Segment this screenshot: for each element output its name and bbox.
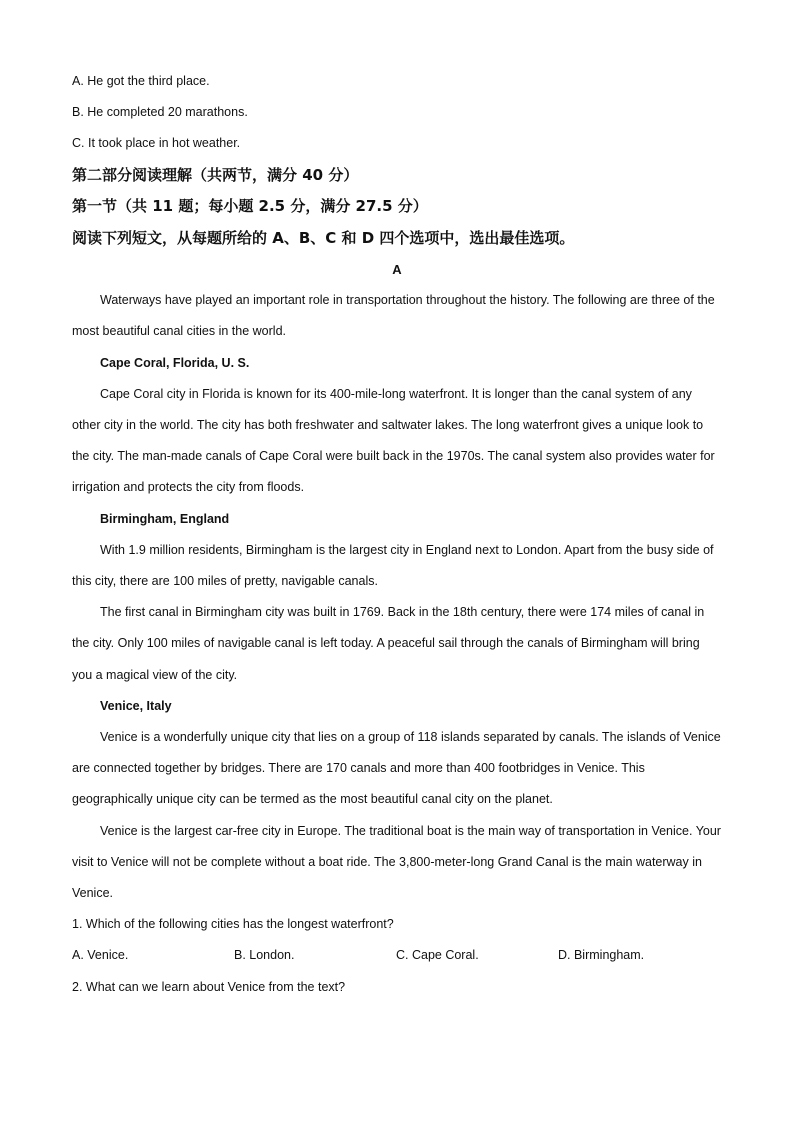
question-1-option-b: B. London. (234, 948, 295, 963)
cape-coral-paragraph: Cape Coral city in Florida is known for its 400-mile-long waterfront. It is longer than the canal system of any other city in the world. The city has both freshwater and saltwater lakes. The long waterfront gives a unique look to the city. The man-made canals of Cape Coral were built back in the 1970s. The canal system also provides water for irrigation and protects the city from floods. (72, 386, 715, 495)
venice-paragraph-1: Venice is a wonderfully unique city that lies on a group of 118 islands separated by canals. The islands of Venice are connected together by bridges. There are 170 canals and more than 400 footbridges in Venice. This geographically unique city can be termed as the most beautiful canal city on the planet. (72, 729, 721, 807)
question-1-option-a: A. Venice. (72, 948, 129, 963)
document-page (72, 66, 722, 1003)
prev-option-c: C. It took place in hot weather. (72, 136, 241, 151)
city-name-birmingham: Birmingham, England (100, 511, 230, 526)
birmingham-paragraph-1: With 1.9 million residents, Birmingham is the largest city in England next to London. Apart from the busy side of this city, there are 100 miles of pretty, navigable canals. (72, 542, 714, 588)
question-2-stem: 2. What can we learn about Venice from the text? (72, 979, 346, 994)
venice-paragraph-2: Venice is the largest car-free city in Europe. The traditional boat is the main way of transportation in Venice. Your visit to Venice will not be complete without a boat ride. The 3,800-meter-long Grand Canal is the main waterway in Venice. (72, 823, 721, 900)
city-name-cape-coral: Cape Coral, Florida, U. S. (100, 355, 250, 370)
prev-option-b: B. He completed 20 marathons. (72, 105, 248, 120)
question-1-option-c: C. Cape Coral. (396, 948, 479, 963)
question-1-options (72, 940, 722, 971)
part-two-heading: 第二部分阅读理解（共两节，满分 40 分） (72, 165, 359, 184)
question-1-stem: 1. Which of the following cities has the longest waterfront? (72, 917, 394, 932)
passage-intro: Waterways have played an important role in transportation throughout the history. The following are three of the most beautiful canal cities in the world. (72, 293, 715, 339)
prev-option-a: A. He got the third place. (72, 74, 210, 88)
instructions-heading: 阅读下列短文，从每题所给的 A、B、C 和 D 四个选项中，选出最佳选项。 (72, 228, 575, 247)
passage-label: A (392, 262, 402, 278)
birmingham-paragraph-2: The first canal in Birmingham city was built in 1769. Back in the 18th century, there were 174 miles of canal in the city. Only 100 miles of navigable canal is left today. A peaceful sail through the canals of Birmingham will bring you a magical view of the city. (72, 605, 705, 682)
section-one-heading: 第一节（共 11 题；每小题 2.5 分，满分 27.5 分） (72, 197, 428, 216)
question-1-option-d: D. Birmingham. (558, 948, 645, 963)
city-name-venice: Venice, Italy (100, 698, 172, 713)
